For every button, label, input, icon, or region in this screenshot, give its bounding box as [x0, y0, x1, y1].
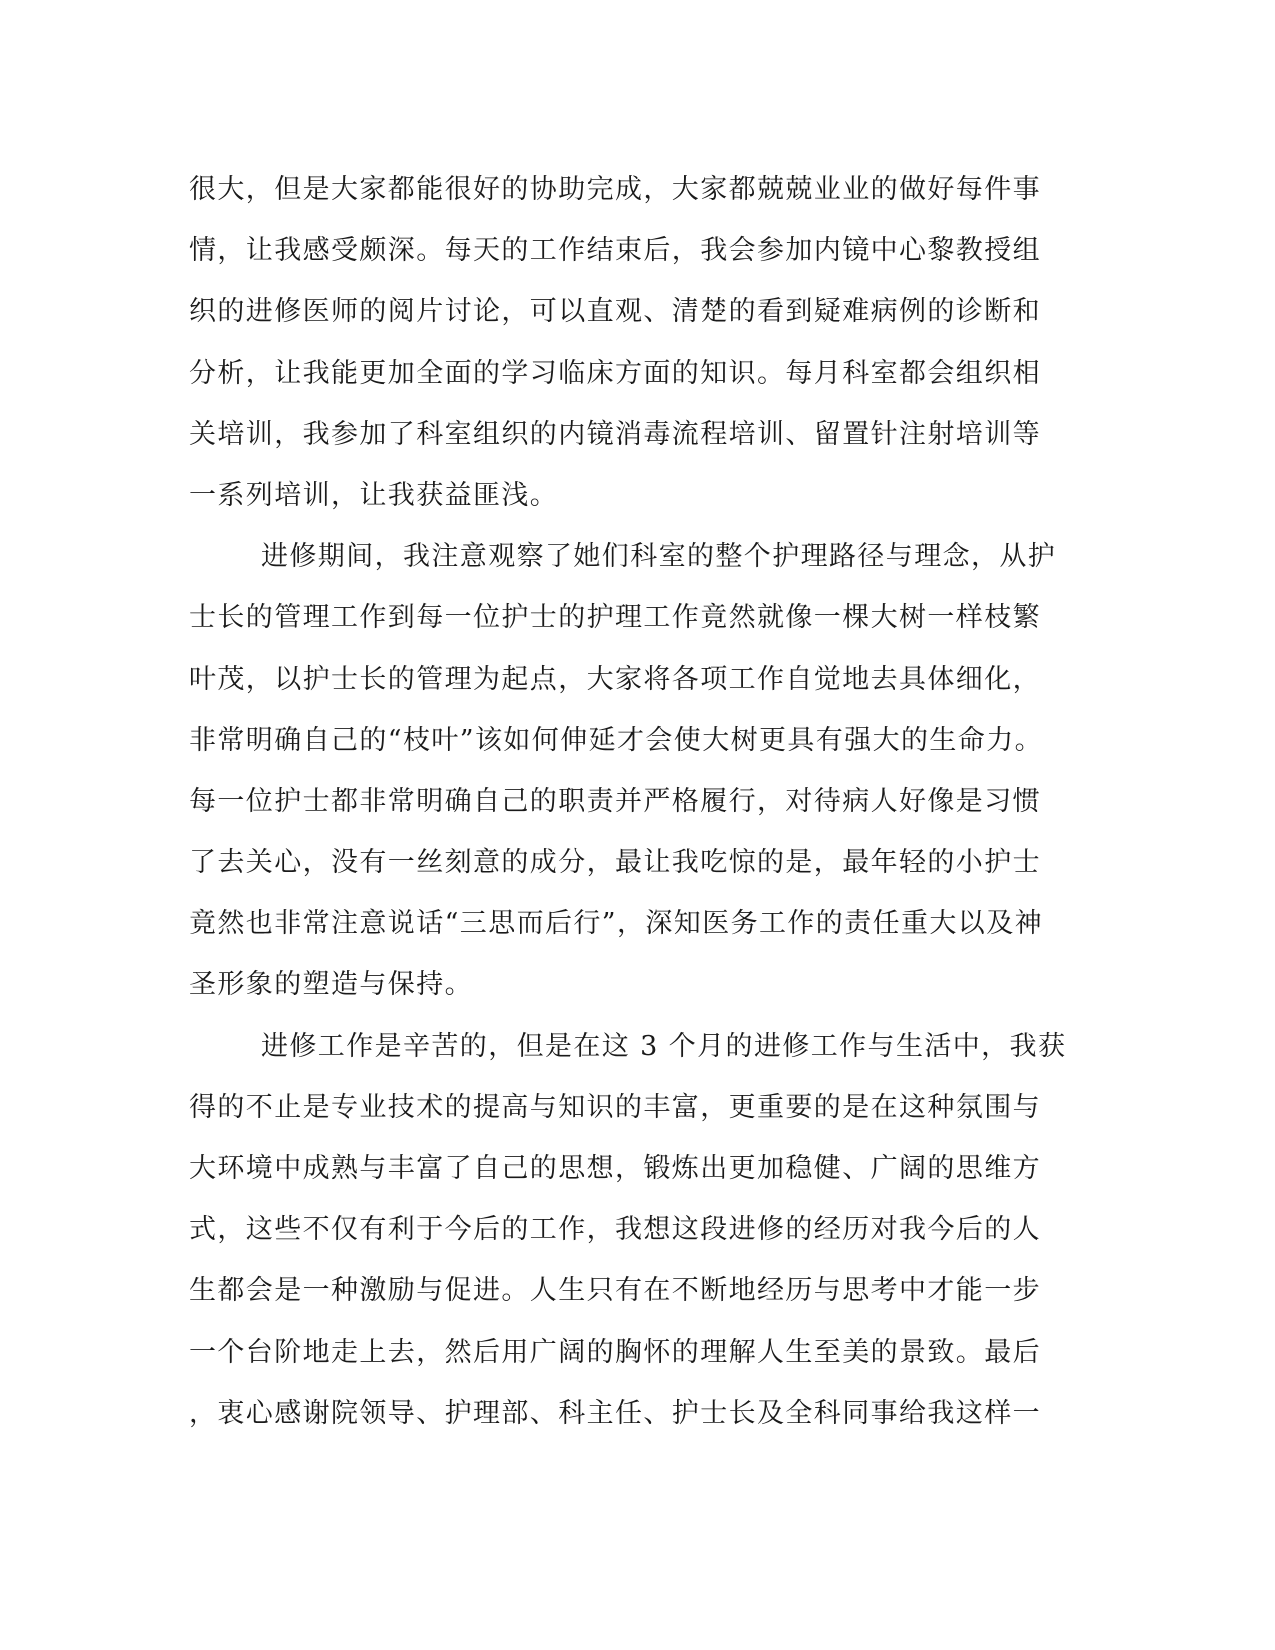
text-line: 关培训，我参加了科室组织的内镜消毒流程培训、留置针注射培训等 [189, 418, 1041, 450]
text-line: 生都会是一种激励与促进。人生只有在不断地经历与思考中才能一步 [189, 1275, 1041, 1307]
text-line: 非常明确自己的“枝叶”该如何伸延才会使大树更具有强大的生命力。 [189, 724, 1044, 756]
text-line: 叶茂，以护士长的管理为起点，大家将各项工作自觉地去具体细化， [189, 663, 1041, 695]
text-line: 分析，让我能更加全面的学习临床方面的知识。每月科室都会组织相 [189, 357, 1041, 389]
text-line: 一系列培训，让我获益匪浅。 [189, 479, 559, 511]
document-body [189, 159, 1089, 1444]
text-line: 每一位护士都非常明确自己的职责并严格履行，对待病人好像是习惯 [189, 785, 1041, 817]
text-line: 织的进修医师的阅片讨论，可以直观、清楚的看到疑难病例的诊断和 [189, 296, 1041, 328]
text-line: ，衷心感谢院领导、护理部、科主任、护士长及全科同事给我这样一 [189, 1397, 1041, 1429]
text-line: 大环境中成熟与丰富了自己的思想，锻炼出更加稳健、广阔的思维方 [189, 1153, 1041, 1184]
text-line: 了去关心，没有一丝刻意的成分，最让我吃惊的是，最年轻的小护士 [189, 847, 1041, 879]
paragraph-first-line: 进修期间，我注意观察了她们科室的整个护理路径与理念，从护 [261, 541, 1057, 573]
text-line: 式，这些不仅有利于今后的工作，我想这段进修的经历对我今后的人 [189, 1214, 1041, 1246]
text-line: 很大，但是大家都能很好的协助完成，大家都兢兢业业的做好每件事 [189, 174, 1041, 205]
text-line: 圣形象的塑造与保持。 [189, 969, 473, 1001]
text-line: 一个台阶地走上去，然后用广阔的胸怀的理解人生至美的景致。最后 [189, 1336, 1041, 1368]
text-line: 情，让我感受颇深。每天的工作结束后，我会参加内镜中心黎教授组 [189, 235, 1041, 267]
text-line: 竟然也非常注意说话“三思而后行”，深知医务工作的责任重大以及神 [189, 908, 1044, 940]
text-line: 得的不止是专业技术的提高与知识的丰富，更重要的是在这种氛围与 [189, 1091, 1041, 1123]
text-line: 士长的管理工作到每一位护士的护理工作竟然就像一棵大树一样枝繁 [189, 602, 1041, 634]
paragraph-first-line: 进修工作是辛苦的，但是在这 3 个月的进修工作与生活中，我获 [261, 1030, 1067, 1062]
